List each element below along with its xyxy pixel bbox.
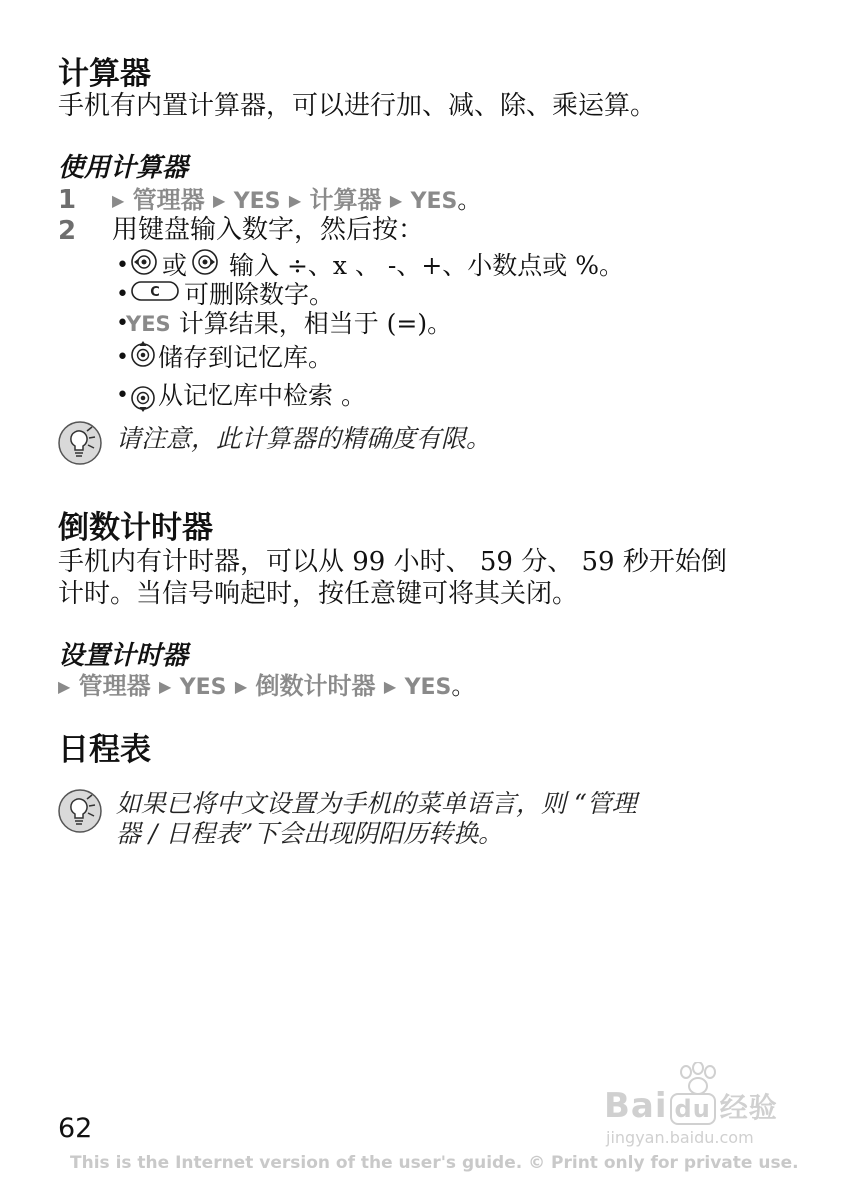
nav-item-calculator: 计算器 [309,186,382,214]
or-text: 或 [162,250,188,280]
calculator-intro: 手机有内置计算器，可以进行加、减、除、乘运算。 [58,91,657,121]
bullet-yes-result: • YES 计算结果，相当于 (=)。 [116,309,453,338]
nav-arrow-icon: ▶ [213,191,226,210]
timer-nav-path [58,670,475,704]
bullet-clear-key: • C 可删除数字。 [116,279,335,309]
nav-item-countdown-timer: 倒数计时器 [255,672,376,700]
bullet-recall-memory: • 从记忆库中检索 。 [116,370,366,421]
calculator-heading: 计算器 [58,56,151,92]
bullet-operator-keys: • 或 输入 ÷、x 、 -、+、小数点或 %。 [116,248,624,283]
nav-right-key-icon [191,248,219,283]
nav-end-punct: 。 [451,672,476,700]
tip-lightbulb-icon [57,788,103,838]
bullet-recall-text: 从记忆库中检索 。 [158,380,366,410]
bullet-clear-text: 可删除数字。 [184,279,335,309]
nav-item-yes: YES [233,189,281,214]
nav-end-punct: 。 [457,186,482,214]
nav-item-manager: 管理器 [78,672,151,700]
svg-text:C: C [150,285,160,300]
nav-arrow-icon: ▶ [58,677,71,696]
timer-desc-line2: 计时。当信号响起时，按任意键可将其关闭。 [58,579,579,609]
clear-key-icon [130,279,180,310]
nav-left-right-key-icon [130,248,158,283]
watermark-brand: Bai [604,1086,668,1126]
bullet-save-memory: • 储存到记忆库。 [116,339,333,376]
tip-lightbulb-icon [57,420,103,470]
watermark-brand2: du [670,1093,716,1125]
timer-heading: 倒数计时器 [58,510,213,546]
nav-item-yes: YES [404,675,452,700]
footer-disclaimer: This is the Internet version of the user's guide. © Print only for private use. [70,1153,799,1173]
page-number: 62 [58,1113,93,1144]
step2-text: 用键盘输入数字，然后按： [112,215,425,245]
yes-key-label: YES [126,312,171,336]
bullet-operator-text: 输入 ÷、x 、 -、+、小数点或 %。 [229,250,624,280]
step1-nav-path [112,184,481,218]
nav-down-key-icon [130,384,156,421]
baidu-watermark [604,1062,800,1152]
timer-desc-line1: 手机内有计时器，可以从 99 小时、 59 分、 59 秒开始倒 [58,547,727,577]
nav-arrow-icon: ▶ [389,191,403,210]
nav-arrow-icon: ▶ [288,191,302,210]
nav-arrow-icon: ▶ [383,677,397,696]
nav-item-manager: 管理器 [132,186,205,214]
bullet-result-text: 计算结果，相当于 (=)。 [178,309,453,338]
watermark-cn: 经验 [719,1091,778,1124]
step-number-2: 2 [58,216,77,246]
paw-icon [676,1062,722,1100]
calendar-note-line2: 器 / 日程表”下会出现阴阳历转换。 [116,819,504,848]
calculator-note: 请注意，此计算器的精确度有限。 [116,424,492,453]
watermark-url: jingyan.baidu.com [606,1128,754,1147]
bullet-save-text: 储存到记忆库。 [158,342,334,372]
nav-arrow-icon: ▶ [234,677,248,696]
nav-item-yes: YES [410,189,458,214]
calendar-heading: 日程表 [58,732,151,768]
calendar-note-line1: 如果已将中文设置为手机的菜单语言，则 “管理 [116,789,637,818]
step-number-1: 1 [58,185,77,215]
nav-arrow-icon: ▶ [112,191,125,210]
calculator-subheading: 使用计算器 [58,153,189,183]
timer-subheading: 设置计时器 [58,641,189,671]
nav-arrow-icon: ▶ [159,677,172,696]
nav-item-yes: YES [179,675,227,700]
